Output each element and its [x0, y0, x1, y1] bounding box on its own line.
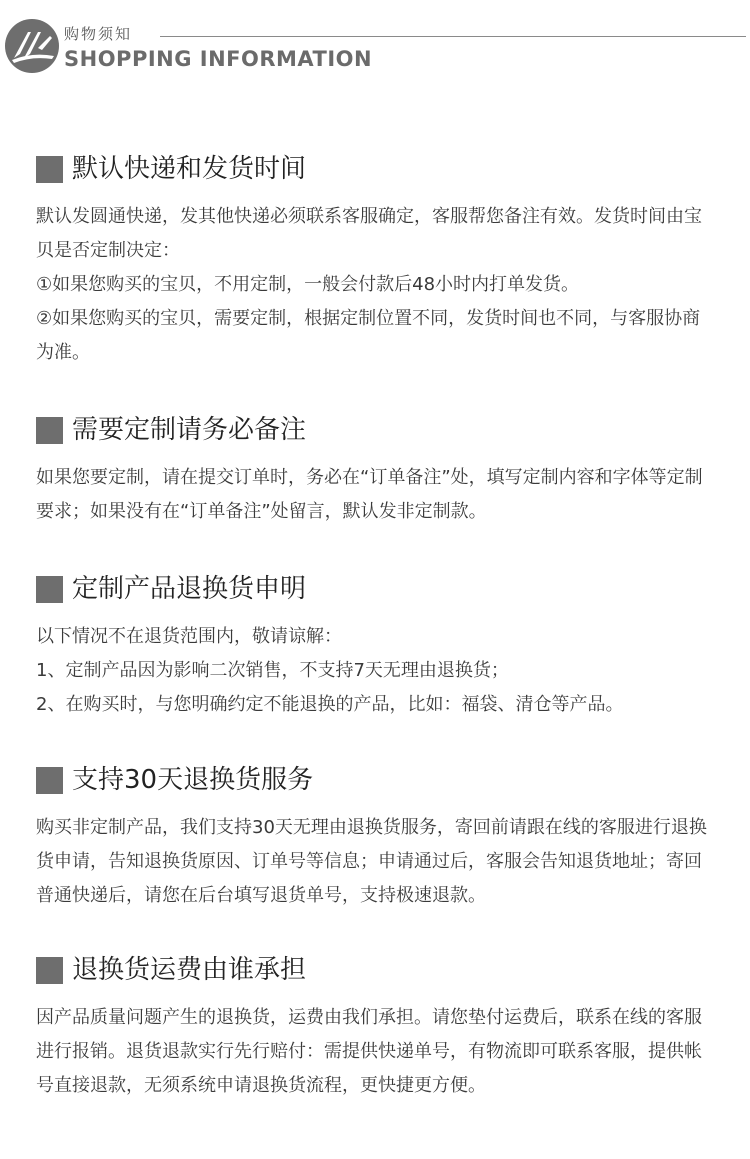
section-heading	[36, 413, 716, 447]
page-header	[0, 0, 750, 90]
section-paragraph: 如果您要定制，请在提交订单时，务必在“订单备注”处，填写定制内容和字体等定制要求；如果没有在“订单备注”处留言，默认发非定制款。	[36, 467, 703, 522]
section-paragraph: ①如果您购买的宝贝，不用定制，一般会付款后48小时内打单发货。	[36, 274, 580, 295]
section-paragraph: 购买非定制产品，我们支持30天无理由退换货服务，寄回前请跟在线的客服进行退换货申请，告知退换货原因、订单号等信息；申请通过后，客服会告知退货地址；寄回普通快递后，请您在后台填写退货单号，支持极速退款。	[36, 817, 707, 906]
section-30-day-returns	[36, 763, 716, 913]
section-paragraph: 因产品质量问题产生的退换货，运费由我们承担。请您垫付运费后，联系在线的客服进行报销。退货退款实行先行赔付：需提供快递单号，有物流即可联系客服，提供帐号直接退款，无须系统申请退换货流程，更快捷更方便。	[36, 1007, 702, 1096]
section-title: 退换货运费由谁承担	[72, 955, 307, 985]
section-paragraph: 以下情况不在退货范围内，敬请谅解：	[36, 626, 342, 647]
header-divider	[160, 36, 746, 37]
section-paragraph: 2、在购买时，与您明确约定不能退换的产品，比如：福袋、清仓等产品。	[36, 694, 624, 715]
section-custom-remarks	[36, 413, 716, 529]
section-heading	[36, 152, 716, 186]
section-title: 支持30天退换货服务	[72, 765, 314, 795]
heading-square-icon	[36, 767, 63, 794]
section-title: 需要定制请务必备注	[72, 415, 307, 445]
section-paragraph: ②如果您购买的宝贝，需要定制，根据定制位置不同，发货时间也不同，与客服协商为准。	[36, 308, 701, 363]
section-body	[36, 461, 716, 529]
section-heading	[36, 763, 716, 797]
section-paragraph: 1、定制产品因为影响二次销售，不支持7天无理由退换货；	[36, 660, 509, 681]
section-default-shipping	[36, 152, 716, 370]
section-custom-returns	[36, 572, 716, 722]
heading-square-icon	[36, 957, 63, 984]
section-body	[36, 200, 716, 370]
section-title: 定制产品退换货申明	[72, 574, 307, 604]
header-title-cn: 购物须知	[64, 25, 133, 43]
section-body	[36, 811, 716, 913]
section-heading	[36, 572, 716, 606]
section-paragraph: 默认发圆通快递，发其他快递必须联系客服确定，客服帮您备注有效。发货时间由宝贝是否定制决定：	[36, 206, 702, 261]
heading-square-icon	[36, 417, 63, 444]
section-title: 默认快递和发货时间	[72, 154, 307, 184]
heading-square-icon	[36, 576, 63, 603]
stylized-letters-logo-icon	[4, 18, 60, 74]
section-body	[36, 1001, 716, 1103]
section-return-shipping-fee	[36, 953, 716, 1103]
heading-square-icon	[36, 156, 63, 183]
section-heading	[36, 953, 716, 987]
section-body	[36, 620, 716, 722]
header-title-en: SHOPPING INFORMATION	[64, 47, 373, 71]
